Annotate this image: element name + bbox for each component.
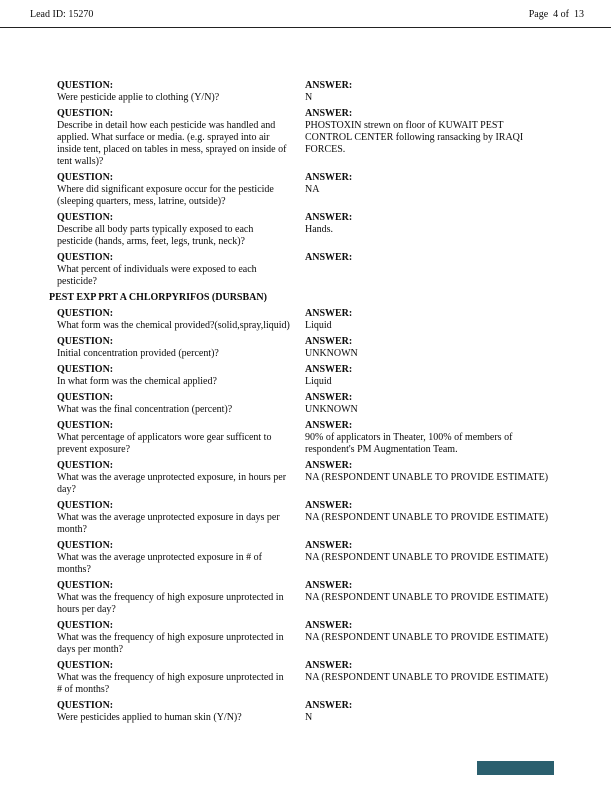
answer-label: ANSWER: (305, 700, 353, 711)
answer-cell (305, 580, 557, 616)
answer-cell (305, 392, 557, 416)
question-text: What was the average unprotected exposure in # of months? (57, 552, 262, 575)
question-cell (57, 108, 305, 168)
answer-text: NA (RESPONDENT UNABLE TO PROVIDE ESTIMATE) (305, 512, 549, 523)
qa-row (57, 80, 567, 104)
question-cell (57, 460, 305, 496)
question-label: QUESTION: (57, 420, 114, 431)
question-text: What was the average unprotected exposure in days per month? (57, 512, 280, 535)
answer-text: 90% of applicators in Theater, 100% of members of respondent's PM Augmentation Team. (305, 432, 513, 455)
qa-row (57, 108, 567, 168)
question-cell (57, 364, 305, 388)
answer-cell (305, 460, 557, 496)
answer-cell (305, 308, 557, 332)
question-text: What was the frequency of high exposure unprotected in hours per day? (57, 592, 284, 615)
question-cell (57, 336, 305, 360)
answer-cell (305, 212, 557, 248)
answer-label: ANSWER: (305, 364, 353, 375)
answer-text: NA (305, 184, 320, 195)
question-label: QUESTION: (57, 308, 114, 319)
qa-row (57, 308, 567, 332)
answer-label: ANSWER: (305, 460, 353, 471)
qa-row (57, 700, 567, 724)
answer-text: Hands. (305, 224, 334, 235)
answer-label: ANSWER: (305, 580, 353, 591)
question-label: QUESTION: (57, 392, 114, 403)
answer-cell (305, 364, 557, 388)
qa-row (57, 540, 567, 576)
qa-row (57, 620, 567, 656)
question-label: QUESTION: (57, 620, 114, 631)
question-label: QUESTION: (57, 172, 114, 183)
answer-label: ANSWER: (305, 392, 353, 403)
question-cell (57, 80, 305, 104)
question-label: QUESTION: (57, 700, 114, 711)
answer-label: ANSWER: (305, 252, 353, 263)
question-cell (57, 212, 305, 248)
question-label: QUESTION: (57, 80, 114, 91)
answer-text: Liquid (305, 320, 332, 331)
question-text: Describe all body parts typically exposed to each pesticide (hands, arms, feet, legs, trunk, neck)? (57, 224, 254, 247)
question-text: What was the average unprotected exposure, in hours per day? (57, 472, 287, 495)
answer-cell (305, 660, 557, 696)
answer-cell (305, 500, 557, 536)
question-text: What percentage of applicators wore gear sufficent to prevent exposure? (57, 432, 272, 455)
answer-label: ANSWER: (305, 540, 353, 551)
question-text: What percent of individuals were exposed to each pesticide? (57, 264, 257, 287)
question-text: What was the frequency of high exposure unprotected in # of months? (57, 672, 284, 695)
question-cell (57, 660, 305, 696)
answer-cell (305, 700, 557, 724)
qa-row (57, 212, 567, 248)
answer-cell (305, 540, 557, 576)
question-text: What form was the chemical provided?(solid,spray,liquid) (57, 320, 290, 331)
lead-id: Lead ID: 15270 (30, 9, 94, 20)
question-label: QUESTION: (57, 540, 114, 551)
qa-row (57, 392, 567, 416)
answer-text: UNKNOWN (305, 348, 358, 359)
question-cell (57, 252, 305, 288)
qa-row (57, 660, 567, 696)
question-label: QUESTION: (57, 580, 114, 591)
question-label: QUESTION: (57, 212, 114, 223)
question-label: QUESTION: (57, 500, 114, 511)
answer-cell (305, 620, 557, 656)
answer-cell (305, 252, 557, 288)
question-text: Describe in detail how each pesticide was handled and applied. What surface or media. (e.g. sprayed into air inside tent, placed on tables in mess, sprayed on inside of tent walls)? (57, 120, 287, 167)
question-cell (57, 500, 305, 536)
document-header (30, 9, 584, 20)
answer-text: NA (RESPONDENT UNABLE TO PROVIDE ESTIMATE) (305, 592, 549, 603)
header-rule (0, 27, 611, 28)
answer-text: PHOSTOXIN strewn on floor of KUWAIT PEST CONTROL CENTER following ransacking by IRAQI FORCES. (305, 120, 524, 155)
qa-row (57, 460, 567, 496)
question-cell (57, 420, 305, 456)
qa-row (57, 500, 567, 536)
question-text: In what form was the chemical applied? (57, 376, 217, 387)
answer-text: NA (RESPONDENT UNABLE TO PROVIDE ESTIMATE) (305, 632, 549, 643)
answer-label: ANSWER: (305, 500, 353, 511)
answer-label: ANSWER: (305, 172, 353, 183)
question-cell (57, 620, 305, 656)
answer-label: ANSWER: (305, 108, 353, 119)
answer-label: ANSWER: (305, 420, 353, 431)
qa-row (57, 420, 567, 456)
answer-text: NA (RESPONDENT UNABLE TO PROVIDE ESTIMATE) (305, 552, 549, 563)
footer-stamp (477, 761, 554, 775)
answer-cell (305, 80, 557, 104)
question-text: Where did significant exposure occur for the pesticide (sleeping quarters, mess, latrine, outside)? (57, 184, 274, 207)
answer-label: ANSWER: (305, 620, 353, 631)
qa-row (57, 336, 567, 360)
question-label: QUESTION: (57, 364, 114, 375)
question-text: What was the frequency of high exposure unprotected in days per month? (57, 632, 284, 655)
answer-label: ANSWER: (305, 660, 353, 671)
qa-row (57, 580, 567, 616)
answer-text: N (305, 712, 313, 723)
qa-row (57, 364, 567, 388)
answer-text: Liquid (305, 376, 332, 387)
answer-label: ANSWER: (305, 308, 353, 319)
answer-cell (305, 336, 557, 360)
answer-cell (305, 420, 557, 456)
answer-label: ANSWER: (305, 80, 353, 91)
answer-text: UNKNOWN (305, 404, 358, 415)
question-cell (57, 172, 305, 208)
question-label: QUESTION: (57, 336, 114, 347)
answer-text: NA (RESPONDENT UNABLE TO PROVIDE ESTIMATE) (305, 472, 549, 483)
qa-row (57, 172, 567, 208)
question-label: QUESTION: (57, 460, 114, 471)
question-text: Initial concentration provided (percent)? (57, 348, 219, 359)
qa-content (49, 80, 567, 728)
question-label: QUESTION: (57, 660, 114, 671)
question-text: What was the final concentration (percent)? (57, 404, 233, 415)
page-number: Page 4 of 13 (528, 9, 584, 20)
answer-label: ANSWER: (305, 336, 353, 347)
question-label: QUESTION: (57, 108, 114, 119)
question-text: Were pesticides applied to human skin (Y/N)? (57, 712, 242, 723)
answer-label: ANSWER: (305, 212, 353, 223)
question-label: QUESTION: (57, 252, 114, 263)
question-cell (57, 580, 305, 616)
question-cell (57, 308, 305, 332)
question-text: Were pesticide applie to clothing (Y/N)? (57, 92, 220, 103)
answer-cell (305, 172, 557, 208)
question-cell (57, 392, 305, 416)
answer-cell (305, 108, 557, 168)
qa-row (57, 252, 567, 288)
section-header: PEST EXP PRT A CHLORPYRIFOS (DURSBAN) (49, 292, 267, 303)
question-cell (57, 700, 305, 724)
question-cell (57, 540, 305, 576)
answer-text: N (305, 92, 313, 103)
answer-text: NA (RESPONDENT UNABLE TO PROVIDE ESTIMATE) (305, 672, 549, 683)
